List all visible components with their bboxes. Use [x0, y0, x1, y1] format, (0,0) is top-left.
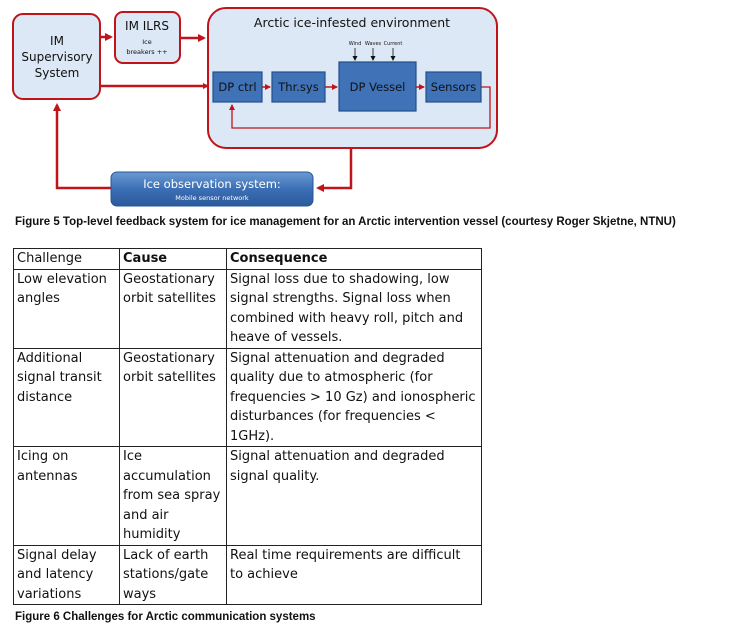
environment-title: Arctic ice-infested environment — [253, 15, 451, 30]
supervisory-line-2: Supervisory — [21, 50, 93, 64]
arrow-environment-to-iceobs — [318, 148, 351, 188]
ice-observation-sub: Mobile sensor network — [175, 194, 249, 202]
challenges-table — [13, 248, 482, 605]
cause-cell: Ice accumulation from sea spray and air humidity — [120, 447, 227, 546]
table-header-row — [14, 249, 482, 270]
table-row — [14, 348, 482, 447]
table-row — [14, 545, 482, 605]
header-challenge: Challenge — [14, 249, 120, 270]
figure-6-caption: Figure 6 Challenges for Arctic communication systems — [15, 611, 316, 623]
challenge-cell: Low elevation angles — [14, 269, 120, 348]
table-row — [14, 269, 482, 348]
supervisory-line-1: IM — [50, 34, 64, 48]
cause-cell: Geostationary orbit satellites — [120, 269, 227, 348]
ilrs-sub-1: Ice — [142, 38, 152, 46]
consequence-cell: Signal attenuation and degraded quality due to atmospheric (for frequencies > 10 Gz) and ionospheric disturbances (for frequencies < 1GHz). — [227, 348, 482, 447]
disturbance-waves: Waves — [364, 41, 382, 47]
dp-vessel-label: DP Vessel — [349, 80, 406, 94]
header-consequence: Consequence — [227, 249, 482, 270]
figure-5-caption: Figure 5 Top-level feedback system for ice management for an Arctic intervention vessel (courtesy Roger Skjetne, NTNU) — [15, 216, 676, 228]
consequence-cell: Real time requirements are difficult to achieve — [227, 545, 482, 605]
ice-observation-title: Ice observation system: — [143, 177, 281, 191]
challenge-cell: Additional signal transit distance — [14, 348, 120, 447]
feedback-diagram — [0, 0, 735, 215]
ilrs-sub-2: breakers ++ — [126, 48, 168, 56]
challenge-cell: Signal delay and latency variations — [14, 545, 120, 605]
consequence-cell: Signal attenuation and degraded signal quality. — [227, 447, 482, 546]
cause-cell: Geostationary orbit satellites — [120, 348, 227, 447]
consequence-cell: Signal loss due to shadowing, low signal strengths. Signal loss when combined with heavy roll, pitch and heave of vessels. — [227, 269, 482, 348]
header-cause: Cause — [120, 249, 227, 270]
disturbance-wind: Wind — [348, 41, 362, 47]
table-row — [14, 447, 482, 546]
ilrs-title: IM ILRS — [125, 19, 169, 33]
disturbance-current: Current — [383, 41, 403, 47]
arrow-iceobs-to-supervisory — [57, 105, 111, 188]
cause-cell: Lack of earth stations/gate ways — [120, 545, 227, 605]
thr-sys-label: Thr.sys — [278, 80, 319, 94]
challenge-cell: Icing on antennas — [14, 447, 120, 546]
sensors-label: Sensors — [430, 80, 477, 94]
dp-ctrl-label: DP ctrl — [218, 80, 257, 94]
supervisory-line-3: System — [34, 66, 80, 80]
